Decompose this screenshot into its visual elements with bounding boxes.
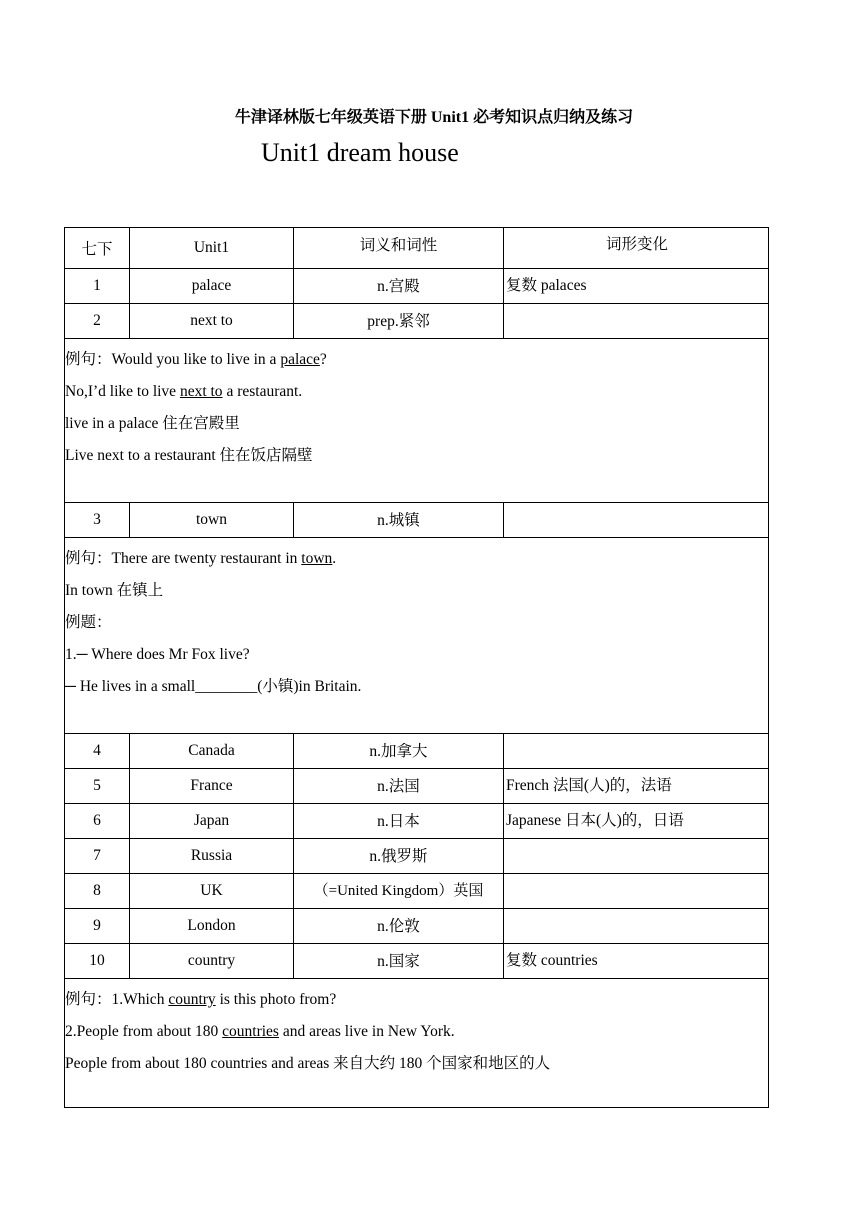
header-unit: Unit1: [130, 228, 294, 269]
row-meaning: n.日本: [294, 804, 504, 839]
vocabulary-table: [64, 227, 769, 1108]
row-word: Russia: [130, 839, 294, 874]
row-meaning: n.宫殿: [294, 269, 504, 304]
row-word: country: [130, 944, 294, 979]
table-row: [65, 769, 769, 804]
row-meaning: prep.紧邻: [294, 304, 504, 339]
row-number: 3: [65, 503, 130, 538]
row-forms: Japanese 日本(人)的，日语: [504, 804, 769, 839]
row-number: 1: [65, 269, 130, 304]
row-number: 2: [65, 304, 130, 339]
row-meaning: n.法国: [294, 769, 504, 804]
example-line: 例句：There are twenty restaurant in town.: [65, 550, 337, 567]
row-number: 8: [65, 874, 130, 909]
example-line: 例题：: [65, 614, 112, 631]
row-number: 4: [65, 734, 130, 769]
row-word: palace: [130, 269, 294, 304]
example-row: [65, 538, 769, 734]
table-row: [65, 804, 769, 839]
row-word: London: [130, 909, 294, 944]
row-number: 5: [65, 769, 130, 804]
example-line: live in a palace 住在宫殿里: [65, 415, 240, 432]
row-word: UK: [130, 874, 294, 909]
row-forms: [504, 304, 769, 339]
header-forms: 词形变化: [504, 228, 769, 269]
row-meaning: n.俄罗斯: [294, 839, 504, 874]
example-line: ─ He lives in a small________(小镇)in Britain.: [65, 678, 362, 695]
example-line: 1.─ Where does Mr Fox live?: [65, 646, 250, 663]
row-forms: [504, 839, 769, 874]
row-forms: [504, 503, 769, 538]
example-line: 例句：1.Which country is this photo from?: [65, 991, 337, 1008]
table-row: [65, 503, 769, 538]
example-cell: [65, 339, 769, 503]
row-word: Canada: [130, 734, 294, 769]
example-line: In town 在镇上: [65, 582, 164, 599]
row-number: 9: [65, 909, 130, 944]
table-row: [65, 839, 769, 874]
row-word: France: [130, 769, 294, 804]
row-word: Japan: [130, 804, 294, 839]
example-line: No,I’d like to live next to a restaurant.: [65, 383, 303, 400]
example-line: 2.People from about 180 countries and areas live in New York.: [65, 1023, 455, 1040]
header-meaning: 词义和词性: [294, 228, 504, 269]
row-number: 10: [65, 944, 130, 979]
row-meaning: n.加拿大: [294, 734, 504, 769]
row-forms: 复数 palaces: [504, 269, 769, 304]
row-meaning: （=United Kingdom）英国: [294, 874, 504, 909]
example-cell: [65, 979, 769, 1108]
example-row: [65, 979, 769, 1108]
row-number: 7: [65, 839, 130, 874]
row-forms: French 法国(人)的，法语: [504, 769, 769, 804]
row-forms: [504, 734, 769, 769]
table-row: [65, 269, 769, 304]
example-cell: [65, 538, 769, 734]
row-meaning: n.城镇: [294, 503, 504, 538]
example-line: Live next to a restaurant 住在饭店隔壁: [65, 447, 313, 464]
row-meaning: n.国家: [294, 944, 504, 979]
example-row: [65, 339, 769, 503]
table-row: [65, 909, 769, 944]
row-number: 6: [65, 804, 130, 839]
table-row: [65, 874, 769, 909]
table-row: [65, 734, 769, 769]
table-row: [65, 944, 769, 979]
table-header-row: [65, 228, 769, 269]
document-title: 牛津译林版七年级英语下册 Unit1 必考知识点归纳及练习: [234, 109, 634, 126]
table-row: [65, 304, 769, 339]
row-word: next to: [130, 304, 294, 339]
example-line: People from about 180 countries and areas 来自大约 180 个国家和地区的人: [65, 1055, 551, 1072]
row-meaning: n.伦敦: [294, 909, 504, 944]
row-forms: [504, 909, 769, 944]
header-grade: 七下: [65, 228, 130, 269]
document-subtitle: Unit1 dream house: [261, 138, 459, 167]
example-line: 例句：Would you like to live in a palace?: [65, 351, 327, 368]
row-forms: [504, 874, 769, 909]
row-word: town: [130, 503, 294, 538]
row-forms: 复数 countries: [504, 944, 769, 979]
